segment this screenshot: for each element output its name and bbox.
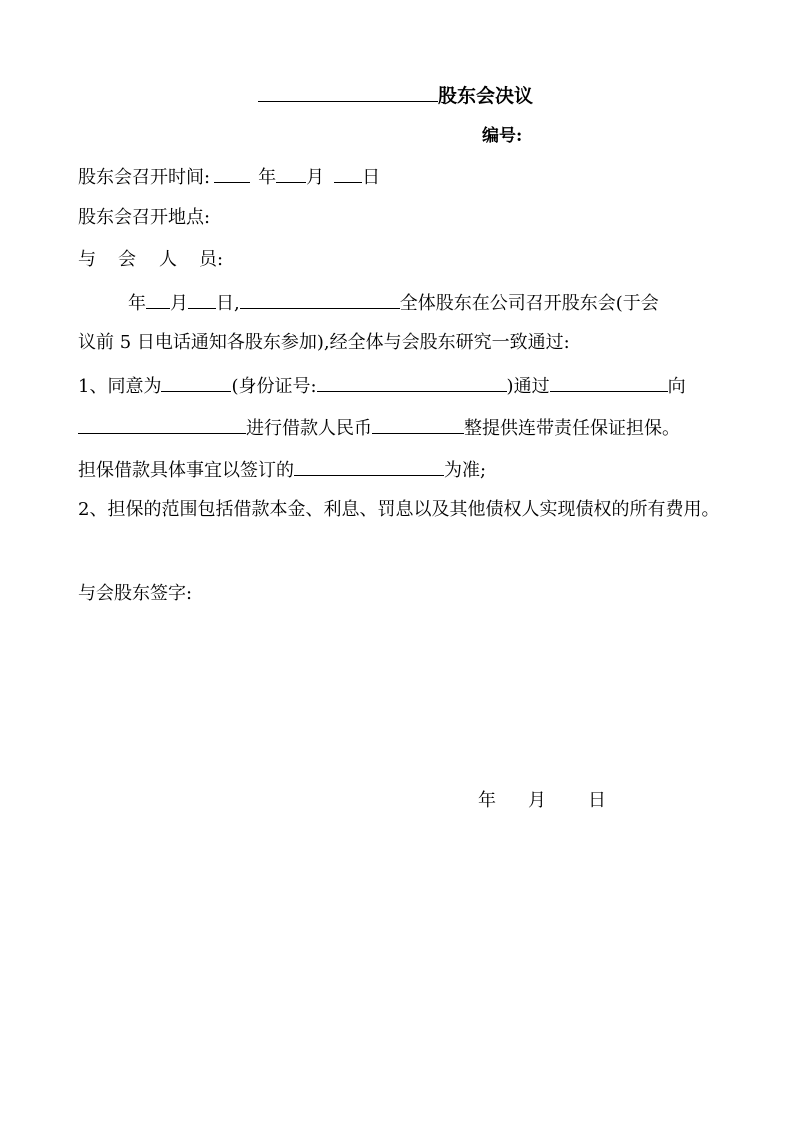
resolution-line-2 — [78, 331, 570, 355]
resolution-text: 全体股东在公司召开股东会(于会 — [399, 293, 659, 314]
document-number-label: 编号: — [482, 126, 523, 146]
item-1-loan: 进行借款人民币 — [246, 418, 372, 439]
footer-month-label: 月 — [528, 790, 546, 811]
meeting-month-label: 月 — [306, 167, 325, 188]
footer-year-label: 年 — [478, 790, 496, 811]
resolution-month-label: 月 — [170, 293, 188, 314]
item-1-to: 向 — [667, 376, 686, 397]
attendees-char-3: 人 — [159, 249, 177, 270]
resolution-day-blank[interactable] — [188, 290, 216, 309]
item-1-line-3 — [78, 457, 486, 481]
meeting-day-blank[interactable] — [334, 164, 362, 183]
item-1-line-1 — [78, 373, 686, 397]
company-name-blank[interactable] — [258, 83, 438, 102]
item-2-line — [78, 498, 719, 522]
item-1-id-label: (身份证号: — [231, 376, 317, 397]
meeting-place-line — [78, 206, 210, 230]
meeting-time-label: 股东会召开时间: — [78, 167, 211, 188]
resolution-text-continued: 议前 5 日电话通知各股东参加),经全体与会股东研究一致通过: — [78, 332, 570, 353]
contract-blank[interactable] — [294, 457, 444, 476]
item-1-line-3-suffix: 为准; — [444, 460, 487, 481]
company-blank[interactable] — [240, 290, 400, 309]
attendees-line — [78, 248, 223, 272]
footer-date — [478, 789, 606, 813]
attendees-char-1: 与 — [78, 249, 96, 270]
resolution-line-1 — [128, 290, 659, 314]
document-title: 股东会决议 — [438, 85, 534, 107]
item-2-text: 2、担保的范围包括借款本金、利息、罚息以及其他债权人实现债权的所有费用。 — [78, 499, 720, 520]
meeting-year-label: 年 — [258, 167, 277, 188]
footer-day-label: 日 — [588, 790, 606, 811]
signature-line — [78, 582, 192, 606]
item-1-line-2 — [78, 415, 680, 439]
document-title-line — [258, 83, 533, 107]
via-blank[interactable] — [550, 373, 668, 392]
resolution-day-label: 日, — [216, 293, 240, 314]
item-1-via: )通过 — [506, 376, 550, 397]
amount-blank[interactable] — [372, 415, 464, 434]
resolution-year-label: 年 — [128, 293, 146, 314]
document-number — [482, 124, 522, 148]
item-1-line-3-prefix: 担保借款具体事宜以签订的 — [78, 460, 294, 481]
meeting-year-blank[interactable] — [214, 164, 250, 183]
meeting-place-label: 股东会召开地点: — [78, 207, 211, 228]
item-1-guarantee: 整提供连带责任保证担保。 — [464, 418, 680, 439]
signature-label: 与会股东签字: — [78, 583, 193, 604]
meeting-time-line — [78, 164, 380, 188]
guarantor-name-blank[interactable] — [161, 373, 231, 392]
id-number-blank[interactable] — [317, 373, 507, 392]
resolution-month-blank[interactable] — [146, 290, 170, 309]
attendees-char-2: 会 — [118, 249, 136, 270]
lender-blank[interactable] — [78, 415, 246, 434]
item-1-prefix: 1、同意为 — [78, 376, 162, 397]
meeting-day-label: 日 — [362, 167, 381, 188]
meeting-month-blank[interactable] — [276, 164, 306, 183]
attendees-char-4: 员: — [199, 249, 224, 270]
